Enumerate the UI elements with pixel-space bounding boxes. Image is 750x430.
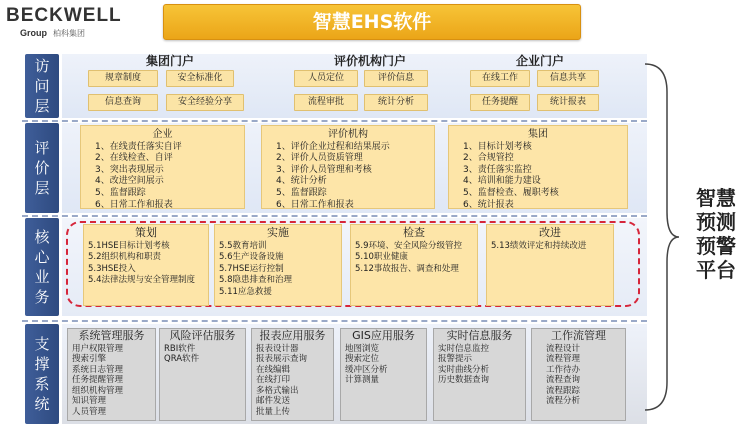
core-item: 5.3HSE投入 — [88, 263, 136, 274]
support-item: 流程管理 — [546, 354, 581, 364]
platform-label-line: 平台 — [696, 258, 736, 282]
core-item: 5.2组织机构和职责 — [88, 252, 162, 263]
support-item: 缓冲区分析 — [345, 364, 388, 375]
layer-label-core: 核心业务 — [25, 218, 59, 316]
support-item: 报表展示查询 — [256, 354, 308, 364]
support-item: 地图浏览 — [345, 343, 380, 354]
core-item: 5.6生产设备设施 — [219, 252, 284, 263]
layer-label-evaluation: 评价层 — [25, 123, 59, 213]
core-item: 5.8隐患排查和治理 — [219, 275, 293, 286]
evaluation-box-group — [448, 125, 628, 209]
core-box-title: 改进 — [539, 226, 561, 239]
evaluation-box-enterprise — [80, 125, 245, 209]
support-item: 在线编辑 — [256, 364, 291, 375]
evaluation-box-title: 集团 — [528, 129, 548, 140]
core-box-implementation — [214, 224, 342, 306]
support-box-title: 报表应用服务 — [259, 329, 326, 342]
portal-chip: 任务提醒 — [470, 94, 530, 111]
platform-label — [688, 186, 744, 282]
support-item: 邮件发送 — [256, 396, 291, 406]
support-item: 系统日志管理 — [72, 364, 124, 375]
support-item: 流程分析 — [546, 396, 581, 406]
layer-divider — [22, 320, 647, 322]
evaluation-box-agency — [261, 125, 435, 209]
support-box-risk-assessment — [159, 328, 246, 421]
core-item: 5.13绩效评定和持续改进 — [491, 240, 587, 251]
support-item: 人员管理 — [72, 406, 107, 417]
support-item: 工作待办 — [546, 364, 581, 375]
support-box-gis-service — [340, 328, 427, 421]
support-item: 在线打印 — [256, 375, 291, 385]
core-box-title: 检查 — [403, 226, 425, 239]
portal-chip: 安全标准化 — [166, 70, 234, 87]
evaluation-box-title: 企业 — [152, 129, 173, 140]
support-item: 报表设计器 — [256, 343, 299, 354]
evaluation-item: 5、监督检查、履职考核 — [463, 187, 559, 198]
evaluation-item: 2、评价人员资质管理 — [276, 153, 363, 164]
logo-group-text — [20, 27, 140, 39]
core-item: 5.12事故报告、调查和处理 — [355, 263, 459, 274]
layer-divider — [22, 215, 647, 217]
portal-chip: 统计分析 — [364, 94, 428, 111]
support-item: 流程跟踪 — [546, 385, 581, 396]
platform-label-line: 智慧 — [696, 186, 736, 210]
support-item: 计算测量 — [345, 375, 380, 385]
support-item: 任务提醒管理 — [72, 375, 124, 385]
layer-label-support: 支撑系统 — [25, 324, 59, 424]
page-title: 智慧EHS软件 — [163, 4, 581, 40]
evaluation-item: 6、日常工作和报表 — [276, 199, 354, 210]
evaluation-item: 6、日常工作和报表 — [95, 199, 173, 210]
support-item: 多格式输出 — [256, 385, 299, 396]
support-box-report-service — [251, 328, 334, 421]
layer-divider — [22, 120, 647, 122]
portal-chip: 信息共享 — [537, 70, 599, 87]
evaluation-item: 5、监督跟踪 — [95, 187, 146, 198]
support-box-workflow — [531, 328, 626, 421]
core-box-planning — [83, 224, 209, 306]
support-box-realtime-info — [433, 328, 526, 421]
support-box-title: GIS应用服务 — [352, 329, 415, 342]
portal-chip: 流程审批 — [294, 94, 358, 111]
support-item: 流程设计 — [546, 343, 581, 354]
support-item: 组织机构管理 — [72, 385, 124, 396]
core-box-title: 实施 — [267, 226, 289, 239]
evaluation-item: 6、统计报表 — [463, 199, 514, 210]
support-item: QRA软件 — [164, 354, 200, 364]
core-item: 5.4法律法规与安全管理制度 — [88, 275, 196, 286]
support-item: 知识管理 — [72, 396, 107, 406]
portal-chip: 在线工作 — [470, 70, 530, 87]
evaluation-item: 4、培训和能力建设 — [463, 176, 541, 187]
support-box-title: 风险评估服务 — [169, 329, 236, 342]
support-item: 实时曲线分析 — [438, 364, 490, 375]
logo-group-en: Group — [20, 28, 47, 38]
evaluation-item: 1、在线责任落实自评 — [95, 141, 182, 152]
platform-label-line: 预测 — [696, 210, 736, 234]
core-box-title: 策划 — [135, 226, 157, 239]
core-box-inspection — [350, 224, 478, 306]
core-item: 5.10职业健康 — [355, 252, 408, 263]
portal-chip: 评价信息 — [364, 70, 428, 87]
evaluation-item: 2、合规管控 — [463, 153, 514, 164]
support-box-title: 实时信息服务 — [446, 329, 513, 342]
support-item: 报警提示 — [438, 354, 473, 364]
support-item: 用户权限管理 — [72, 343, 124, 354]
portal-chip: 统计报表 — [537, 94, 599, 111]
right-brace-icon — [641, 62, 681, 412]
portal-title: 评价机构门户 — [333, 54, 406, 68]
portal-chip: 人员定位 — [294, 70, 358, 87]
support-item: 历史数据查询 — [438, 375, 490, 385]
portal-title: 企业门户 — [515, 54, 564, 68]
support-box-title: 系统管理服务 — [78, 329, 145, 342]
support-item: 搜索引擎 — [72, 354, 107, 364]
support-item: 实时信息监控 — [438, 343, 490, 354]
support-item: 搜索定位 — [345, 354, 380, 364]
portal-chip: 安全经验分享 — [166, 94, 244, 111]
evaluation-item: 5、监督跟踪 — [276, 187, 327, 198]
platform-label-line: 预警 — [696, 234, 736, 258]
evaluation-item: 4、统计分析 — [276, 176, 327, 187]
portal-chip: 信息查询 — [88, 94, 158, 111]
evaluation-item: 2、在线检查、自评 — [95, 153, 173, 164]
core-item: 5.1HSE目标计划考核 — [88, 240, 170, 251]
evaluation-item: 3、评价人员管理和考核 — [276, 164, 372, 175]
layer-label-access: 访问层 — [25, 54, 59, 118]
core-item: 5.5教育培训 — [219, 240, 267, 251]
core-item: 5.11应急救援 — [219, 286, 272, 297]
support-item: 流程查询 — [546, 375, 581, 385]
support-box-system-management — [67, 328, 156, 421]
support-item: RBI软件 — [164, 343, 196, 354]
logo-group-cn: 柏科集团 — [53, 29, 85, 38]
portal-title: 集团门户 — [145, 54, 194, 68]
logo-wordmark: BECKWELL — [6, 5, 122, 26]
core-item: 5.7HSE运行控制 — [219, 263, 284, 274]
core-box-improvement — [486, 224, 614, 306]
evaluation-item: 4、改进空间展示 — [95, 176, 164, 187]
evaluation-item: 1、目标计划考核 — [463, 141, 532, 152]
core-item: 5.9环境、安全风险分级管控 — [355, 240, 463, 251]
evaluation-box-title: 评价机构 — [328, 129, 368, 140]
support-box-title: 工作流管理 — [551, 329, 606, 342]
evaluation-item: 3、责任落实监控 — [463, 164, 532, 175]
evaluation-item: 1、评价企业过程和结果展示 — [276, 141, 390, 152]
evaluation-item: 3、突出表现展示 — [95, 164, 164, 175]
support-item: 批量上传 — [256, 406, 291, 417]
portal-chip: 规章制度 — [88, 70, 158, 87]
